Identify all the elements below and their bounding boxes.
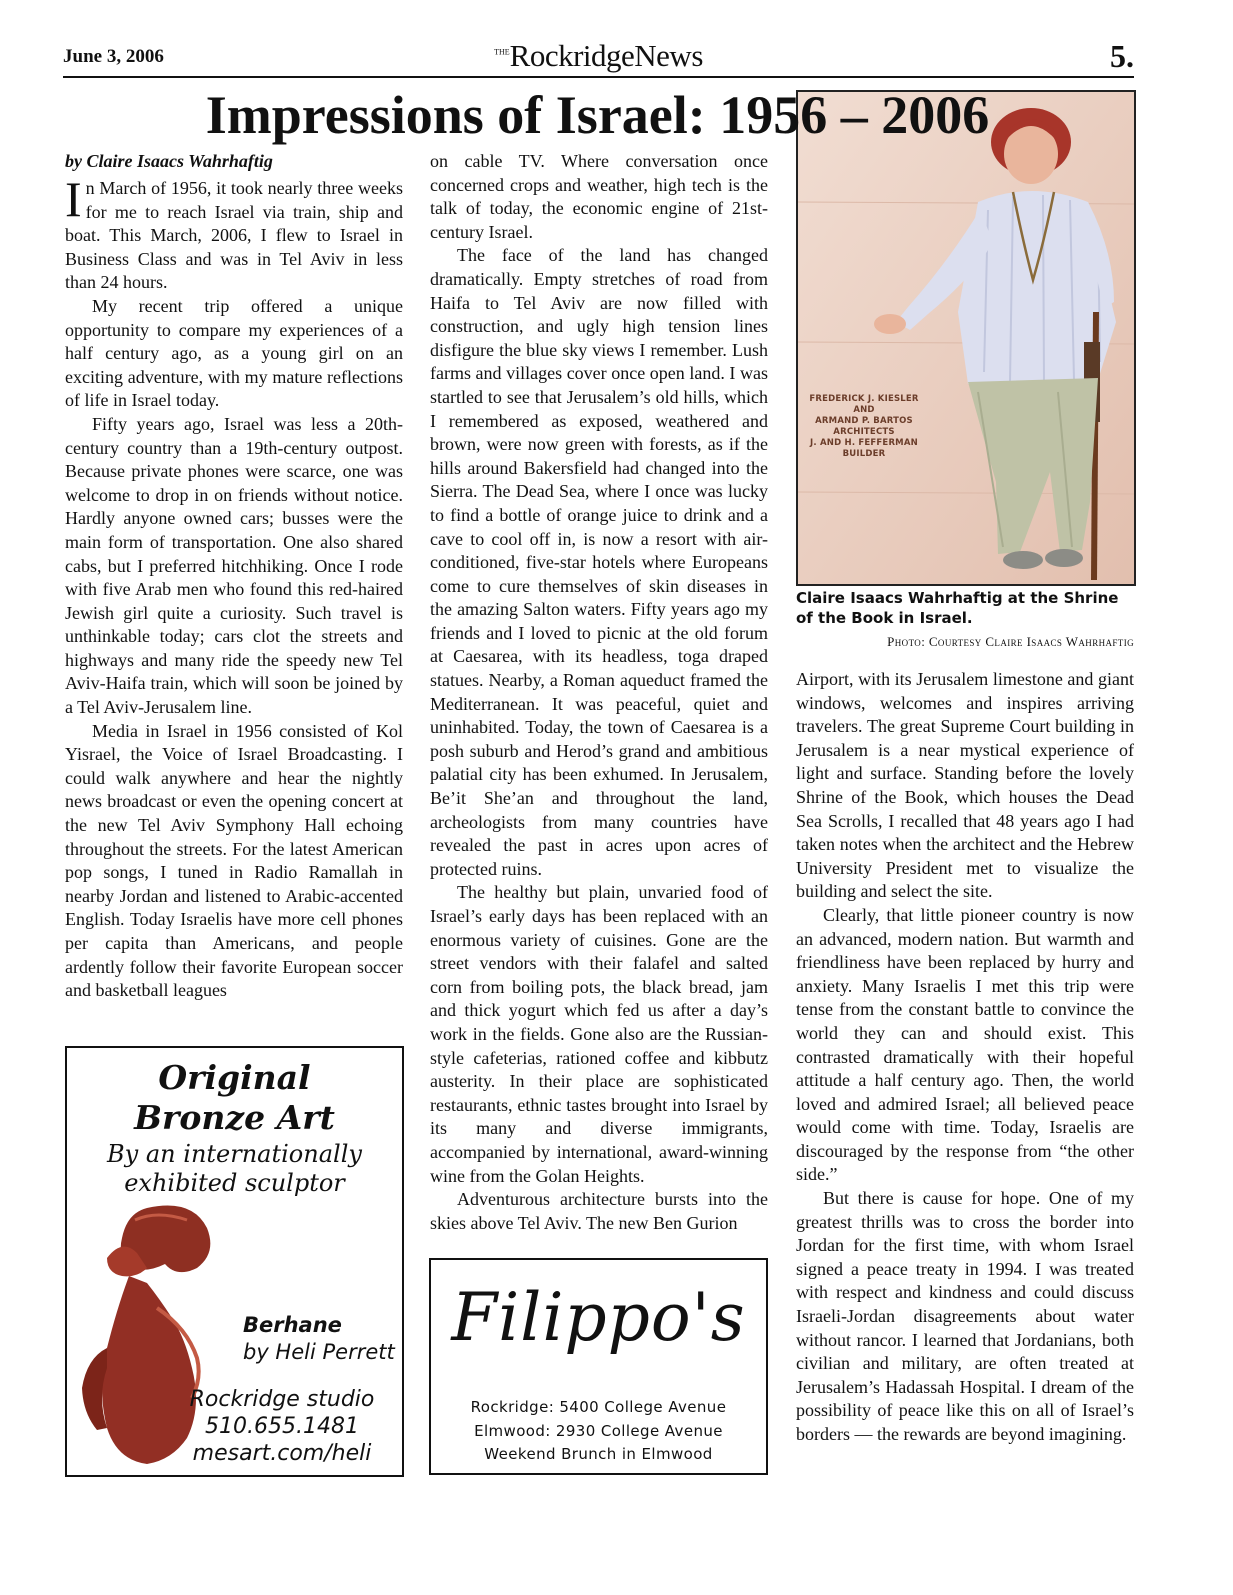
filippos-logo: Filippo's [451,1279,746,1356]
paragraph: on cable TV. Where conversation once concerned crops and weather, high tech is the talk of today, the economic engine of 21st-century Israel. [430,151,768,242]
ad-piece-artist: by Heli Perrett [243,1340,395,1364]
photo-woman-at-shrine [798,92,1134,584]
article-column-1 [65,150,403,1003]
photo-caption: Claire Isaacs Wahrhaftig at the Shrine of the Book in Israel. [796,589,1119,627]
paragraph: My recent trip offered a unique opportunity to compare my experiences of a half century ago, as a young girl on an exciting adventure, with my mature reflections of life in Israel today. [65,295,403,411]
ad-subtitle [67,1140,402,1198]
drop-cap: I [65,171,82,227]
ad-title-line: Original [158,1058,311,1097]
ad-title [67,1058,402,1138]
ad-phone: 510.655.1481 [205,1414,359,1439]
ad-studio: Rockridge studio [189,1387,375,1412]
inscription-line: AND [853,405,875,415]
filippos-addresses [431,1396,766,1467]
article-column-3 [796,668,1134,1447]
byline: by Claire Isaacs Wahrhaftig [65,151,273,171]
ad-title-line: Bronze Art [134,1098,335,1137]
ad-contact [172,1386,392,1467]
masthead-the: THE [494,47,510,57]
paragraph: Clearly, that little pioneer country is now an advanced, modern nation. But warmth and friendliness have been replaced by hurry and anxiety. Many Israelis I met this trip were tense from the constant battle to convince the world they can and should exist. This contrasted dramatically with their hopeful attitude a half century ago. Then, the world loved and admired Israel; all believed peace would come with time. Today, Israelis are discouraged by the response from “the other side.” [796,904,1134,1185]
paragraph: Adventurous architecture bursts into the skies above Tel Aviv. The new Ben Gurion [430,1189,768,1233]
inscription-line: ARCHITECTS [833,427,895,437]
article-headline: Impressions of Israel: 1956 – 2006 [205,85,990,145]
masthead-title: RockridgeNews [509,38,703,73]
paragraph: Fifty years ago, Israel was less a 20th-century country than a 19th-century outpost. Because private phones were scarce, one was welcome to drop in on friends without notice. Hardly anyone owned cars; busses were the main form of transportation. One also shared cabs, but I preferred hitchhiking. Once I rode with five Arab men who found this red-haired Jewish girl quite a curiosity. Such travel is unthinkable today; cars clot the streets and highways and many ride the speedy new Tel Aviv-Haifa train, which will soon be joined by a Tel Aviv-Jerusalem line. [65,413,403,718]
masthead [63,38,1134,74]
issue-date: June 3, 2006 [63,46,164,67]
inscription-line: J. AND H. FEFFERMAN [810,438,918,448]
ad-website: mesart.com/heli [192,1441,372,1466]
inscription-line: ARMAND P. BARTOS [815,416,913,426]
filippos-address-line: Rockridge: 5400 College Avenue [470,1398,727,1416]
page-header [63,38,1134,78]
filippos-ad [429,1258,768,1475]
bronze-art-ad [65,1046,404,1477]
ad-subtitle-line: exhibited sculptor [124,1169,345,1197]
ad-subtitle-line: By an internationally [107,1140,362,1168]
filippos-address-line: Elmwood: 2930 College Avenue [474,1421,723,1440]
page-number: 5. [1110,38,1134,74]
paragraph-text: n March of 1956, it took nearly three weeks for me to reach Israel via train, ship and boat. This March, 2006, I flew to Israel in Business Class and was in Tel Aviv in less than 24 hours. [65,178,403,293]
ad-piece-info [243,1312,395,1366]
inscription-line: BUILDER [842,449,886,459]
paragraph: But there is cause for hope. One of my greatest thrills was to cross the border into Jordan for the first time, with whom Israel signed a peace treaty in 1994. I was treated with respect and kindness and could discuss Israeli-Jordan disagreements about water without rancor. I learned that Jordanians, both civilian and military, are often treated at Jerusalem’s Hadassah Hospital. I dream of the possibility of peace like this on all of Israel’s borders — the rewards are beyond imagining. [796,1188,1134,1444]
filippos-brunch-line: Weekend Brunch in Elmwood [484,1445,713,1463]
article-photo [796,90,1136,586]
shrine-inscription [804,394,924,460]
ad-piece-title: Berhane [243,1313,342,1337]
paragraph: Airport, with its Jerusalem limestone and giant windows, welcomes and inspires arriving travelers. The great Supreme Court building in Jerusalem is a near mystical experience of light and surface. Standing before the lovely Shrine of the Book, which houses the Dead Sea Scrolls, I recalled that 48 years ago I had taken notes when the architect and the Hebrew University President met to visualize the building and select the site. [796,669,1134,902]
paragraph: The face of the land has changed dramatically. Empty stretches of road from Haifa to Tel Aviv are now filled with construction, and ugly high tension lines disfigure the blue sky views I remember. Lush farms and villages cover once open land. I was startled to see that Jerusalem’s old hills, which I remembered as exposed, weathered and brown, were now green with forests, as if the hills around Bakersfield had changed into the Sierra. The Dead Sea, where I once was lucky to find a bottle of orange juice to drink and a cave to cool off in, is now a resort with air-conditioned, five-star hotels where Europeans come to cure themselves of skin diseases in the amazing Salton waters. Fifty years ago my friends and I loved to picnic at the old forum at Caesarea, with its headless, toga draped statues. Nearby, a Roman aqueduct framed the Mediterranean. It was peaceful, quiet and uninhabited. Today, the town of Caesarea is a posh suburb and Herod’s grand and ambitious palatial city has been exhumed. In Jerusalem, Be’it She’an and throughout the land, archeologists from many countries have revealed the past in acres upon acres of protected ruins. [430,245,768,879]
article-column-2 [430,150,768,1235]
inscription-line: FREDERICK J. KIESLER [809,394,919,404]
photo-credit: Photo: Courtesy Claire Isaacs Wahrhaftig [887,634,1134,649]
paragraph [65,171,403,295]
paragraph: Media in Israel in 1956 consisted of Kol Yisrael, the Voice of Israel Broadcasting. I could walk anywhere and hear the nightly news broadcast or even the opening concert at the new Tel Aviv Symphony Hall echoing throughout the streets. For the latest American pop songs, I tuned in Radio Ramallah in nearby Jordan and listened to Arabic-accented English. Today Israelis have more cell phones per capita than Americans, and people ardently follow their favorite European soccer and basketball leagues [65,720,403,1001]
paragraph: The healthy but plain, unvaried food of Israel’s early days has been replaced with an enormous variety of cuisines. Gone are the street vendors with their falafel and salted corn from boiling pots, the black bread, jam and thick yogurt which fed us after a day’s work in the fields. Gone also are the Russian-style cafeterias, rationed coffee and kibbutz austerity. In their place are sophisticated restaurants, ethnic tastes brought into Israel by its many and diverse immigrants, accompanied by international, award-winning wine from the Golan Heights. [430,882,768,1186]
